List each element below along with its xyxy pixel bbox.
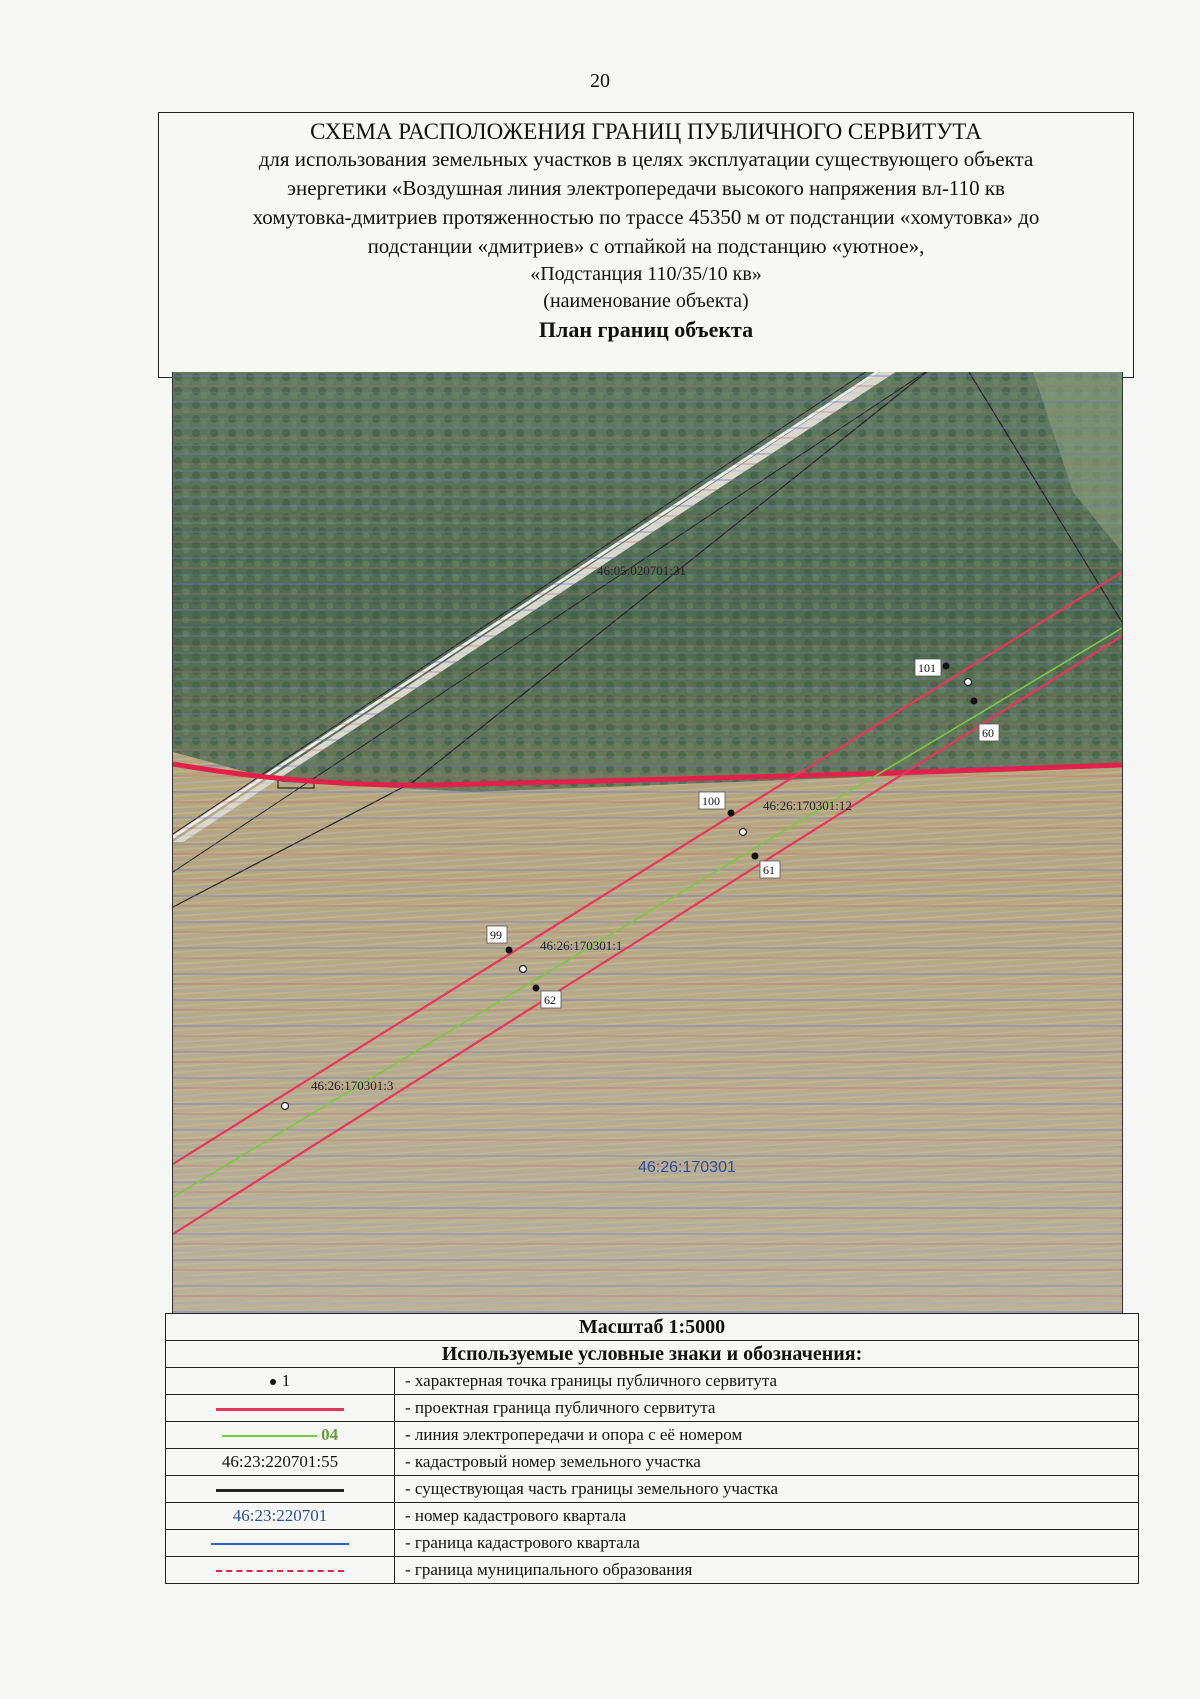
legend-description: - линия электропередачи и опора с её номером: [395, 1422, 1139, 1449]
legend-description: - граница муниципального образования: [395, 1557, 1139, 1584]
map-view[interactable]: [172, 372, 1123, 1317]
pole-marker: [740, 829, 747, 836]
point-label: 101: [918, 661, 936, 675]
point-label: 61: [763, 863, 775, 877]
parcel-number: 46:05:020701:31: [597, 563, 686, 578]
legend-description: - кадастровый номер земельного участка: [395, 1449, 1139, 1476]
title-block: [158, 112, 1134, 378]
legend-row: [166, 1476, 1138, 1503]
legend-description: - проектная граница публичного сервитута: [395, 1395, 1139, 1422]
boundary-point: [943, 663, 950, 670]
point-symbol-icon: [270, 1379, 276, 1385]
object-name: «Подстанция 110/35/10 кв»: [530, 263, 762, 285]
legend-row: [166, 1530, 1138, 1557]
scale-label: Масштаб 1:5000: [166, 1314, 1138, 1341]
title-line: для использования земельных участков в целях эксплуатации существующего объекта: [258, 147, 1034, 171]
cadastral-quarter-number: 46:26:170301: [638, 1159, 736, 1176]
power-line-icon: [222, 1435, 317, 1437]
pole-marker: [520, 966, 527, 973]
legend-description: - существующая часть границы земельного участка: [395, 1476, 1139, 1503]
pole-marker: [965, 679, 972, 686]
title-line: подстанции «дмитриев» с отпайкой на подстанцию «уютное»,: [367, 234, 925, 258]
point-label: 60: [982, 726, 994, 740]
legend-row: [166, 1422, 1138, 1449]
legend-row: [166, 1449, 1138, 1476]
legend-row: [166, 1368, 1138, 1395]
point-label: 99: [490, 928, 502, 942]
legend-row: [166, 1557, 1138, 1584]
boundary-point: [971, 698, 978, 705]
point-label: 62: [544, 993, 556, 1007]
plan-title: План границ объекта: [538, 317, 754, 342]
parcel-number: 46:26:170301:1: [540, 938, 623, 953]
legend-header: Используемые условные знаки и обозначения:: [441, 1343, 863, 1365]
red-line-icon: [216, 1408, 344, 1411]
legend-description: - характерная точка границы публичного сервитута: [395, 1368, 1139, 1395]
boundary-point: [728, 810, 735, 817]
legend-description: - граница кадастрового квартала: [395, 1530, 1139, 1557]
blue-line-icon: [211, 1543, 349, 1545]
legend-symbol-text: 46:23:220701: [166, 1503, 395, 1530]
title-heading: СХЕМА РАСПОЛОЖЕНИЯ ГРАНИЦ ПУБЛИЧНОГО СЕРВИТУТА: [310, 119, 982, 144]
object-caption: (наименование объекта): [543, 290, 749, 312]
parcel-number: 46:26:170301:3: [311, 1078, 394, 1093]
boundary-point: [752, 853, 759, 860]
boundary-point: [533, 985, 540, 992]
parcel-number: 46:26:170301:12: [763, 798, 852, 813]
point-label: 100: [702, 794, 720, 808]
black-line-icon: [216, 1489, 344, 1492]
pole-marker: [282, 1103, 289, 1110]
legend-symbol-text: 1: [281, 1371, 291, 1390]
legend-row: [166, 1503, 1138, 1530]
legend: [165, 1313, 1139, 1584]
title-line: энергетики «Воздушная линия электропередачи высокого напряжения вл-110 кв: [287, 176, 1005, 200]
legend-symbol-text: 46:23:220701:55: [166, 1449, 395, 1476]
legend-row: [166, 1395, 1138, 1422]
boundary-point: [506, 947, 513, 954]
legend-description: - номер кадастрового квартала: [395, 1503, 1139, 1530]
dash-dot-line-icon: [216, 1570, 344, 1572]
legend-symbol-text: 04: [321, 1425, 339, 1444]
page-number: 20: [590, 70, 610, 92]
title-line: хомутовка-дмитриев протяженностью по трассе 45350 м от подстанции «хомутовка» до: [252, 205, 1040, 229]
